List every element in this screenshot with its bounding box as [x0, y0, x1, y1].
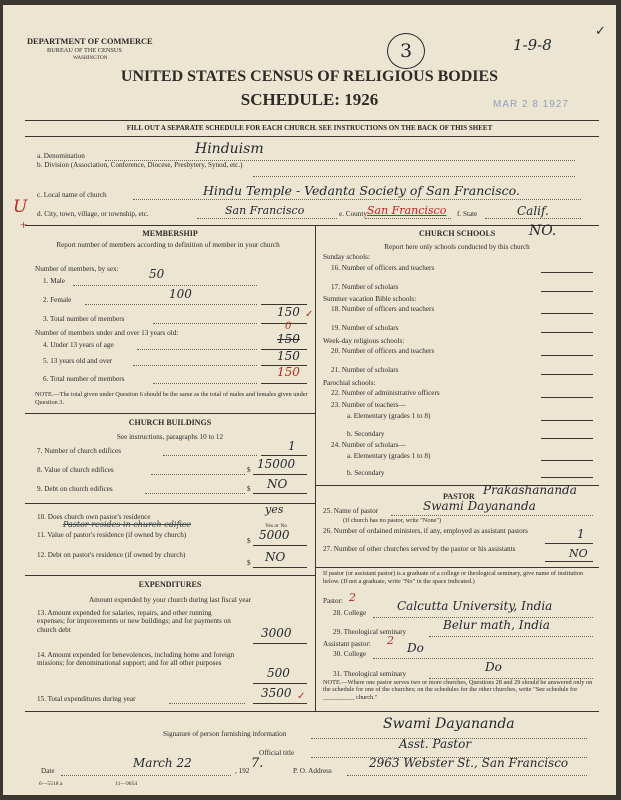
q15-label: 15. Total expenditures during year: [37, 695, 136, 703]
q11-dollar: $: [247, 537, 251, 545]
q6-label: 6. Total number of members: [43, 375, 125, 383]
q25-sub: (If church has no pastor, write "None"): [343, 517, 442, 524]
q14-value: 500: [267, 666, 290, 680]
received-stamp: MAR 2 8 1927: [493, 99, 569, 110]
address-value: 2963 Webster St., San Francisco: [369, 756, 569, 770]
by-sex-label: Number of members, by sex:: [35, 265, 119, 273]
pastor-note: NOTE.—Where one pastor serves two or more churches, Questions 28 and 29 should be answered only on the schedule for one of the churches; on the schedules for the other churches, write "See schedule for __________ church.": [323, 679, 593, 701]
q7-value: 1: [288, 439, 296, 453]
q11-value: 5000: [259, 528, 290, 542]
form-number-2: 11—9054: [115, 781, 138, 787]
q9-label: 9. Debt on church edifices: [37, 485, 113, 493]
q24b-label: b. Secondary: [347, 469, 385, 477]
q12-label: 12. Debt on pastor's residence (if owned by church): [37, 551, 186, 559]
form-number: 6—5518 a: [39, 781, 63, 787]
department-label: DEPARTMENT OF COMMERCE: [27, 37, 153, 46]
q14-label: 14. Amount expended for benevolences, including home and foreign missions; for denominational support; and for all other purposes: [37, 651, 235, 668]
summer-label: Summer vacation Bible schools:: [323, 295, 417, 303]
census-schedule-page: [3, 5, 616, 795]
instruction-line: FILL OUT A SEPARATE SCHEDULE FOR EACH CHURCH. SEE INSTRUCTIONS ON THE BACK OF THIS SHEET: [126, 124, 493, 132]
q17-label: 17. Number of scholars: [331, 283, 399, 291]
year-prefix: , 192: [235, 767, 250, 775]
q24a-label: a. Elementary (grades 1 to 8): [347, 452, 431, 460]
q18-label: 18. Number of officers and teachers: [331, 305, 435, 313]
state-value: Calif.: [517, 204, 549, 218]
q19-label: 19. Number of scholars: [331, 324, 399, 332]
q22-label: 22. Number of administrative officers: [331, 389, 440, 397]
q20-label: 20. Number of officers and teachers: [331, 347, 435, 355]
schools-intro: Report here only schools conducted by this church: [384, 243, 530, 251]
margin-cross: +: [20, 217, 28, 232]
expenditures-heading: EXPENDITURES: [138, 580, 202, 589]
pastor-heading: PASTOR: [443, 492, 475, 501]
county-value: San Francisco: [367, 204, 447, 217]
city-label-field: d. City, town, village, or township, etc.: [37, 210, 149, 218]
state-label: f. State: [457, 210, 478, 218]
q2-label: 2. Female: [43, 296, 72, 304]
buildings-heading: CHURCH BUILDINGS: [128, 418, 212, 427]
q8-dollar: $: [247, 466, 251, 474]
q26-value: 1: [577, 527, 585, 541]
q28-label: 28. College: [333, 609, 367, 617]
pastor-mark: 2: [349, 591, 356, 604]
q3-check-icon: ✓: [305, 309, 314, 320]
parochial-label: Parochial schools:: [323, 379, 376, 387]
signature-value: Swami Dayananda: [383, 716, 515, 732]
q3-value: 150: [277, 305, 300, 319]
q27-label: 27. Number of other churches served by the pastor or his assistants: [323, 545, 516, 553]
q12-value: NO: [265, 550, 286, 564]
page-subtitle: SCHEDULE: 1926: [240, 90, 379, 109]
q30-label: 30. College: [333, 650, 367, 658]
q12-dollar: $: [247, 559, 251, 567]
q5-value: 150: [277, 349, 300, 363]
date-label: Date: [41, 767, 55, 775]
pastor-heading-note: Prakashananda: [483, 483, 577, 497]
q25-value: Swami Dayananda: [423, 499, 536, 513]
denomination-label: a. Denomination: [37, 152, 85, 160]
q29-value: Belur math, India: [443, 618, 550, 632]
membership-heading: MEMBERSHIP: [142, 229, 198, 238]
official-title-value: Asst. Pastor: [399, 737, 472, 751]
q8-value: 15000: [257, 457, 296, 471]
q23a-label: a. Elementary (grades 1 to 8): [347, 412, 431, 420]
q1-label: 1. Male: [43, 277, 65, 285]
check-mark-icon: ✓: [595, 23, 606, 38]
q13-label: 13. Amount expended for salaries, repairs, and other running expenses; for improvements or new buildings; and for payments on church debt: [37, 609, 231, 634]
q13-value: 3000: [261, 626, 292, 640]
date-value: March 22: [133, 756, 192, 770]
official-title-label: Official title: [259, 749, 295, 757]
q15-value: 3500: [261, 686, 292, 700]
local-name-label: c. Local name of church: [37, 191, 107, 199]
schools-heading: CHURCH SCHOOLS: [419, 229, 496, 238]
q25-label: 25. Name of pastor: [323, 507, 379, 515]
county-label: e. County: [339, 210, 367, 218]
q16-label: 16. Number of officers and teachers: [331, 264, 435, 272]
bureau-label: BUREAU OF THE CENSUS: [47, 47, 122, 54]
q2-value: 100: [169, 287, 192, 301]
q8-label: 8. Value of church edifices: [37, 466, 114, 474]
q31-label: 31. Theological seminary: [333, 670, 407, 678]
city-value: San Francisco: [225, 204, 305, 217]
circled-number: 3: [387, 33, 425, 69]
pastor-label: Pastor:: [323, 597, 343, 605]
q23b-label: b. Secondary: [347, 430, 385, 438]
q31-value: Do: [485, 660, 502, 674]
page-title: UNITED STATES CENSUS OF RELIGIOUS BODIES: [120, 68, 499, 85]
membership-note: NOTE.—The total given under Question 6 should be the same as the total of males and females given under Question 3.: [35, 391, 308, 407]
q10-options: Yes or No: [265, 523, 288, 529]
q5-label: 5. 13 years old and over: [43, 357, 113, 365]
q9-value: NO: [267, 477, 288, 491]
q15-check-icon: ✓: [297, 691, 306, 702]
assistant-pastor-mark: 2: [387, 634, 394, 647]
q21-label: 21. Number of scholars: [331, 366, 399, 374]
expenditures-intro: Amount expended by your church during last fiscal year: [88, 596, 252, 604]
schools-answer: NO.: [529, 223, 557, 239]
q4-label: 4. Under 13 years of age: [43, 341, 114, 349]
weekday-label: Week-day religious schools:: [323, 337, 405, 345]
year-value: 7.: [251, 756, 264, 771]
corner-note: 1-9-8: [513, 36, 552, 54]
q10-label: 10. Does church own pastor's residence: [37, 513, 151, 521]
denomination-value: Hinduism: [195, 141, 264, 157]
sunday-label: Sunday schools:: [323, 253, 370, 261]
signature-label: Signature of person furnishing information: [163, 730, 287, 738]
local-name-value: Hindu Temple - Vedanta Society of San Francisco.: [203, 183, 520, 198]
membership-intro: Report number of members according to definition of member in your church: [56, 241, 280, 249]
q1-value: 50: [149, 267, 165, 281]
q30-value: Do: [407, 641, 424, 655]
age-note: 0: [285, 321, 292, 332]
city-label: WASHINGTON: [73, 55, 108, 61]
graduate-note: If pastor (or assistant pastor) is a graduate of a college or theological seminary, give name of institution below. (If not a graduate, write "No" in the space indicated.): [323, 570, 584, 586]
q10-value: yes: [265, 503, 284, 516]
age-label: Number of members under and over 13 years old:: [35, 329, 179, 337]
margin-note: U: [13, 197, 28, 217]
buildings-sub: See instructions, paragraphs 10 to 12: [116, 433, 224, 441]
q29-label: 29. Theological seminary: [333, 628, 407, 636]
q11-label: 11. Value of pastor's residence (if owned by church): [37, 531, 187, 539]
q28-value: Calcutta University, India: [397, 599, 553, 613]
q6-value: 150: [277, 365, 300, 379]
q24-label: 24. Number of scholars—: [331, 441, 406, 449]
address-label: P. O. Address: [293, 767, 332, 775]
q27-value: NO: [569, 547, 588, 560]
division-label: b. Division (Association, Conference, Diocese, Presbytery, Synod, etc.): [37, 161, 243, 169]
q3-label: 3. Total number of members: [43, 315, 125, 323]
q10-struck-note: Pastor resides in church edifice: [63, 520, 192, 529]
q23-label: 23. Number of teachers—: [331, 401, 406, 409]
q9-dollar: $: [247, 485, 251, 493]
q4-value: 150: [277, 332, 300, 346]
q7-label: 7. Number of church edifices: [37, 447, 122, 455]
q26-label: 26. Number of ordained ministers, if any, employed as assistant pastors: [323, 527, 528, 535]
assistant-pastor-label: Assistant pastor:: [323, 640, 371, 648]
